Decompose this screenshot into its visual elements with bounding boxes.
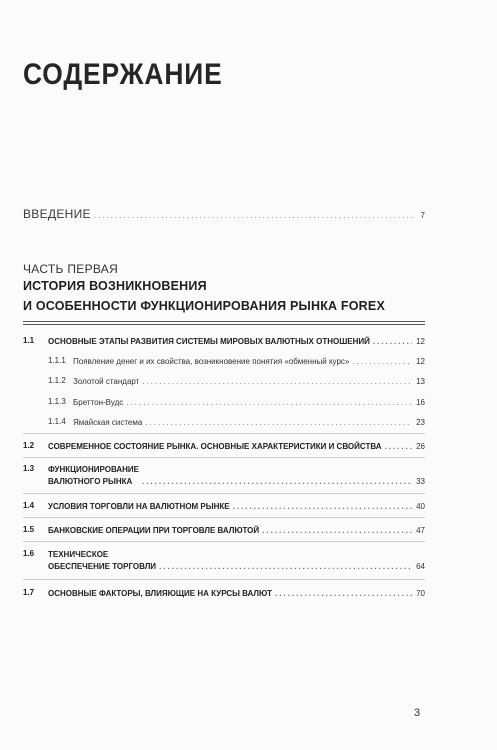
toc-entry-introduction[interactable] bbox=[23, 207, 425, 221]
entry-page-number: 47 bbox=[416, 526, 425, 535]
entry-title: БАНКОВСКИЕ ОПЕРАЦИИ ПРИ ТОРГОВЛЕ ВАЛЮТОЙ bbox=[48, 526, 260, 535]
entry-title: УСЛОВИЯ ТОРГОВЛИ НА ВАЛЮТНОМ РЫНКЕ bbox=[48, 502, 230, 511]
introduction-label: ВВЕДЕНИЕ bbox=[23, 207, 91, 221]
dot-leader bbox=[352, 357, 412, 366]
section-rule bbox=[23, 324, 425, 325]
page-number: 3 bbox=[414, 707, 421, 719]
entry-page-number: 64 bbox=[416, 562, 425, 571]
dot-leader bbox=[233, 502, 412, 511]
part-title bbox=[23, 276, 385, 316]
dot-leader bbox=[142, 477, 412, 486]
entry-number: 1.7 bbox=[23, 588, 35, 597]
entry-number: 1.4 bbox=[23, 501, 35, 510]
entry-page-number: 16 bbox=[416, 398, 425, 407]
dot-leader bbox=[145, 418, 412, 427]
entry-separator bbox=[23, 579, 425, 580]
entry-number: 1.1.1 bbox=[48, 356, 66, 365]
entry-page-number: 12 bbox=[416, 357, 425, 366]
entry-separator bbox=[23, 493, 425, 494]
entry-page-number: 26 bbox=[416, 442, 425, 451]
entry-separator bbox=[23, 433, 425, 434]
entry-number: 1.1 bbox=[23, 336, 35, 345]
entry-title: Появление денег и их свойства, возникновение понятия «обменный курс» bbox=[73, 357, 350, 366]
entry-title: Бреттон-Вудс bbox=[73, 398, 124, 407]
dot-leader bbox=[385, 442, 412, 451]
dot-leader bbox=[275, 589, 412, 598]
part-title-line-1: ИСТОРИЯ ВОЗНИКНОВЕНИЯ bbox=[23, 279, 207, 293]
entry-title: ОСНОВНЫЕ ФАКТОРЫ, ВЛИЯЮЩИЕ НА КУРСЫ ВАЛЮТ bbox=[48, 589, 272, 598]
entry-title: Золотой стандарт bbox=[73, 377, 140, 386]
entry-number: 1.5 bbox=[23, 525, 35, 534]
entry-page-number: 13 bbox=[416, 377, 425, 386]
introduction-page-number: 7 bbox=[420, 211, 425, 220]
entry-number: 1.1.2 bbox=[48, 376, 66, 385]
entry-number: 1.3 bbox=[23, 464, 35, 473]
page-title: СОДЕРЖАНИЕ bbox=[23, 58, 223, 91]
entry-number: 1.1.3 bbox=[48, 397, 66, 406]
entry-separator bbox=[23, 517, 425, 518]
entry-page-number: 12 bbox=[416, 337, 425, 346]
section-rule bbox=[23, 321, 425, 322]
entry-separator bbox=[23, 541, 425, 542]
entry-title: ТЕХНИЧЕСКОЕ ОБЕСПЕЧЕНИЕ ТОРГОВЛИ bbox=[48, 550, 157, 571]
dot-leader bbox=[126, 398, 412, 407]
entry-page-number: 33 bbox=[416, 477, 425, 486]
dot-leader bbox=[142, 377, 412, 386]
entry-page-number: 40 bbox=[416, 502, 425, 511]
dot-leader bbox=[94, 211, 412, 220]
entry-title: Ямайская система bbox=[73, 418, 143, 427]
part-label: ЧАСТЬ ПЕРВАЯ bbox=[23, 262, 119, 276]
dot-leader bbox=[159, 562, 412, 571]
entry-number: 1.1.4 bbox=[48, 417, 66, 426]
dot-leader bbox=[373, 337, 412, 346]
entry-number: 1.2 bbox=[23, 441, 35, 450]
entry-page-number: 23 bbox=[416, 418, 425, 427]
entry-number: 1.6 bbox=[23, 549, 35, 558]
entry-separator bbox=[23, 457, 425, 458]
entry-title: ФУНКЦИОНИРОВАНИЕ ВАЛЮТНОГО РЫНКА bbox=[48, 465, 139, 486]
entry-title: ОСНОВНЫЕ ЭТАПЫ РАЗВИТИЯ СИСТЕМЫ МИРОВЫХ ВАЛЮТНЫХ ОТНОШЕНИЙ bbox=[48, 337, 370, 346]
part-title-line-2: И ОСОБЕННОСТИ ФУНКЦИОНИРОВАНИЯ РЫНКА FOREX bbox=[23, 299, 385, 313]
entry-page-number: 70 bbox=[416, 589, 425, 598]
dot-leader bbox=[262, 526, 412, 535]
entry-title: СОВРЕМЕННОЕ СОСТОЯНИЕ РЫНКА. ОСНОВНЫЕ ХАРАКТЕРИСТИКИ И СВОЙСТВА bbox=[48, 442, 382, 451]
